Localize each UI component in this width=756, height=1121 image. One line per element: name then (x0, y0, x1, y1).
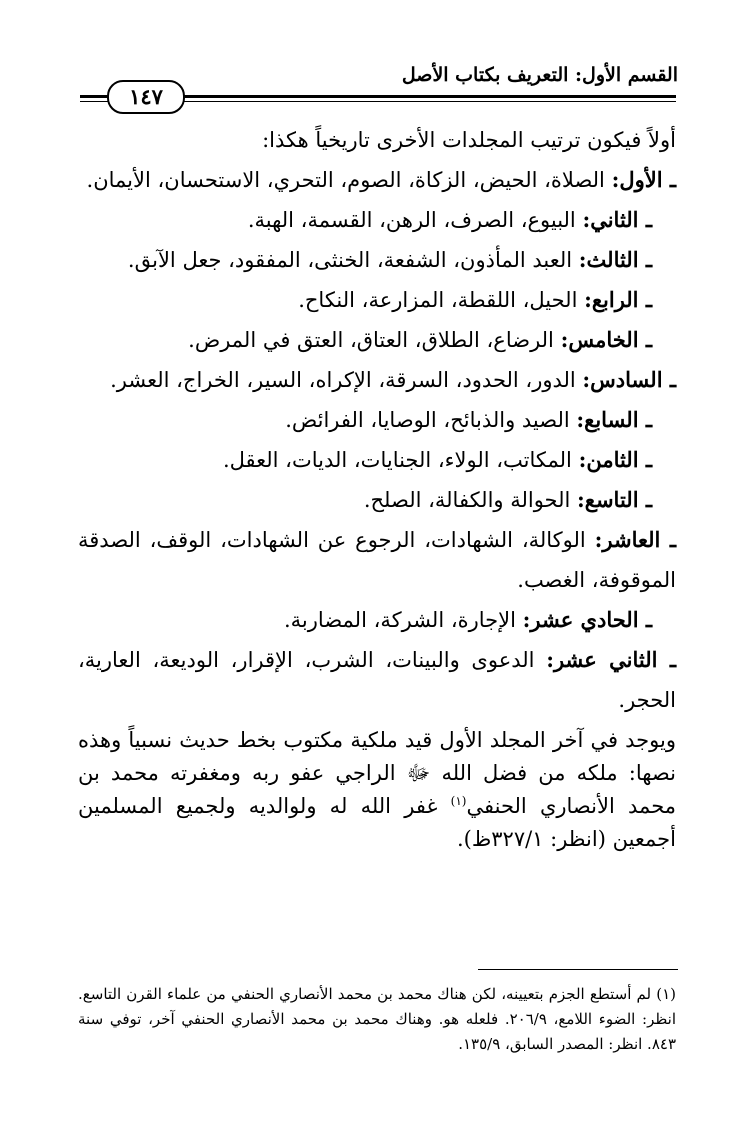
list-item (78, 240, 676, 280)
ownership-note-text: ويوجد في آخر المجلد الأول قيد ملكية مكتوب بخط حديث نسبياً وهذه نصها: ملكه من فضل الله ﷻ الراجي عفو ربه ومغفرته محمد بن محمد الأنصاري الحنفي (78, 728, 676, 818)
volume-label: ـ الثاني: (582, 207, 652, 232)
list-item (78, 360, 676, 400)
volume-contents: الصيد والذبائح، الوصايا، الفرائض. (285, 408, 577, 432)
list-item (78, 280, 676, 320)
list-item (78, 600, 676, 640)
list-item (78, 640, 676, 720)
ownership-note-paragraph (78, 724, 676, 856)
volume-contents: الصلاة، الحيض، الزكاة، الصوم، التحري، الاستحسان، الأيمان. (86, 168, 612, 192)
volume-contents: الإجارة، الشركة، المضاربة. (284, 608, 523, 632)
volume-label: ـ العاشر: (594, 527, 676, 552)
main-text (78, 120, 676, 856)
volume-label: ـ الأول: (611, 167, 676, 192)
list-item (78, 520, 676, 600)
volume-contents: الدعوى والبينات، الشرب، الإقرار، الوديعة، العارية، الحجر. (78, 648, 676, 712)
volume-label: ـ التاسع: (577, 487, 652, 512)
footnote-item: (١) لم أستطع الجزم بتعيينه، لكن هناك محمد بن محمد الأنصاري الحنفي من علماء القرن التاسع. انظر: الضوء اللامع، ٢٠٦/٩. فلعله هو. وهناك محمد بن محمد الأنصاري الحنفي آخر، توفي سنة ٨٤٣. انظر: المصدر السابق، ١٣٥/٩. (78, 985, 676, 1053)
volume-contents: الوكالة، الشهادات، الرجوع عن الشهادات، الوقف، الصدقة الموقوفة، الغصب. (78, 528, 676, 592)
list-item (78, 320, 676, 360)
ownership-note-continuation: غفر الله له ولوالديه ولجميع المسلمين أجمعين (انظر: ٣٢٧/١ظ). (78, 794, 676, 851)
volume-label: ـ الثاني عشر: (546, 647, 676, 672)
footnote-reference[interactable]: (١) (450, 794, 467, 808)
list-item (78, 160, 676, 200)
volume-label: ـ الخامس: (560, 327, 652, 352)
volume-contents: الدور، الحدود، السرقة، الإكراه، السير، الخراج، العشر. (110, 368, 583, 392)
list-item (78, 400, 676, 440)
intro-paragraph: أولاً فيكون ترتيب المجلدات الأخرى تاريخياً هكذا: (262, 128, 676, 152)
footnotes (78, 982, 676, 1057)
volume-label: ـ الثالث: (578, 247, 652, 272)
page-number-badge: ١٤٧ (107, 80, 185, 114)
volume-contents: المكاتب، الولاء، الجنايات، الديات، العقل. (222, 448, 579, 472)
list-item (78, 480, 676, 520)
list-item (78, 200, 676, 240)
list-item (78, 440, 676, 480)
volume-contents: الحيل، اللقطة، المزارعة، النكاح. (298, 288, 585, 312)
volume-contents: العبد المأذون، الشفعة، الخنثى، المفقود، جعل الآبق. (127, 248, 579, 272)
volume-label: ـ الحادي عشر: (522, 607, 652, 632)
volume-label: ـ الرابع: (584, 287, 652, 312)
volume-contents: البيوع، الصرف، الرهن، القسمة، الهبة. (247, 208, 583, 232)
footnote-separator (478, 969, 678, 970)
volume-contents: الرضاع، الطلاق، العتاق، العتق في المرض. (188, 328, 561, 352)
volume-contents: الحوالة والكفالة، الصلح. (363, 488, 578, 512)
running-header-title: القسم الأول: التعريف بكتاب الأصل (401, 64, 678, 86)
volume-label: ـ السابع: (576, 407, 652, 432)
volume-label: ـ الثامن: (578, 447, 652, 472)
volume-label: ـ السادس: (582, 367, 676, 392)
